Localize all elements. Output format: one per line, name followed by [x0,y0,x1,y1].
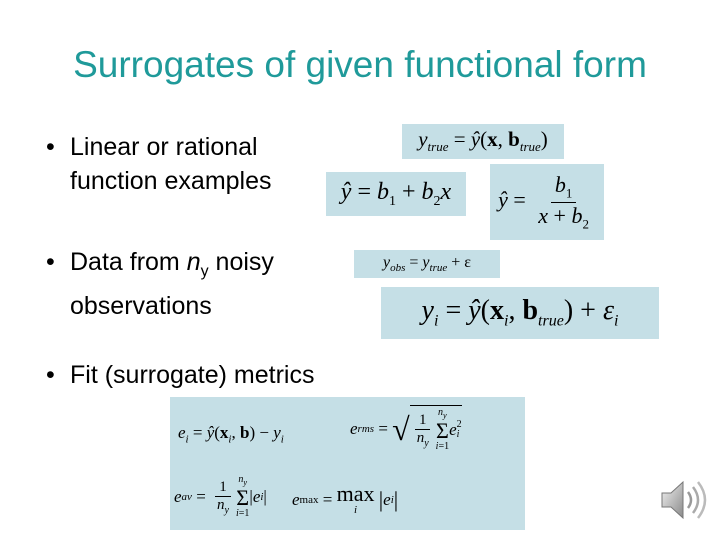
equation-rational-text: ŷ = $\frac{b_1}{x + b_2}$ [498,172,589,231]
bullet-fit-metrics [46,358,314,392]
bullet-linear-rational [46,130,272,198]
equation-noise-large-text: $y_i$ = $ŷ(x_i$, $b_{true}) + \varepsilon_i$ [421,295,619,330]
bullet-line: observations [70,292,212,320]
equation-rms: e rms = √ $\frac{1}{n_y}$ $n_y$ Σ i=1 e 2 i [350,407,462,453]
bullet-line: function examples [70,167,272,195]
slide-title: Surrogates of given functional form [73,44,647,85]
equation-max: e max = max i | e i | [292,481,399,516]
bullet-text: Data from [70,248,187,276]
equation-error: $e_i$ = $ŷ(x_i$, $b) - y_i$ [178,423,284,446]
bullet-symbol: • [46,361,55,389]
equation-linear [326,172,466,216]
bullet-text: noisy [208,248,274,276]
equation-noise-small [354,250,500,278]
bullet-symbol: • [46,248,55,276]
equation-rational [490,164,604,240]
equation-model [402,124,564,159]
equation-noise-large [381,287,659,339]
bullet-noisy-data [46,245,274,323]
equation-av: e av = $\frac{1}{n_y}$ $n_y$ Σ i=1 | e i | [174,474,267,520]
bullet-line: Fit (surrogate) metrics [70,361,315,389]
speaker-icon[interactable] [656,474,708,531]
equation-metrics [170,397,525,530]
bullet-symbol: • [46,133,55,161]
bullet-line: Linear or rational [70,133,258,161]
variable-subscript: y [200,263,209,280]
variable-n: n [186,248,201,276]
equation-model-text: $y_{true}$ = ŷ(x, $b_{true}$) [418,127,548,155]
equation-noise-small-text: $y_{obs} = y_{true} + \varepsilon$ [382,253,471,275]
equation-linear-text: ŷ = $b_1 + b_2x$ [340,178,452,209]
bullet-line [46,245,274,289]
